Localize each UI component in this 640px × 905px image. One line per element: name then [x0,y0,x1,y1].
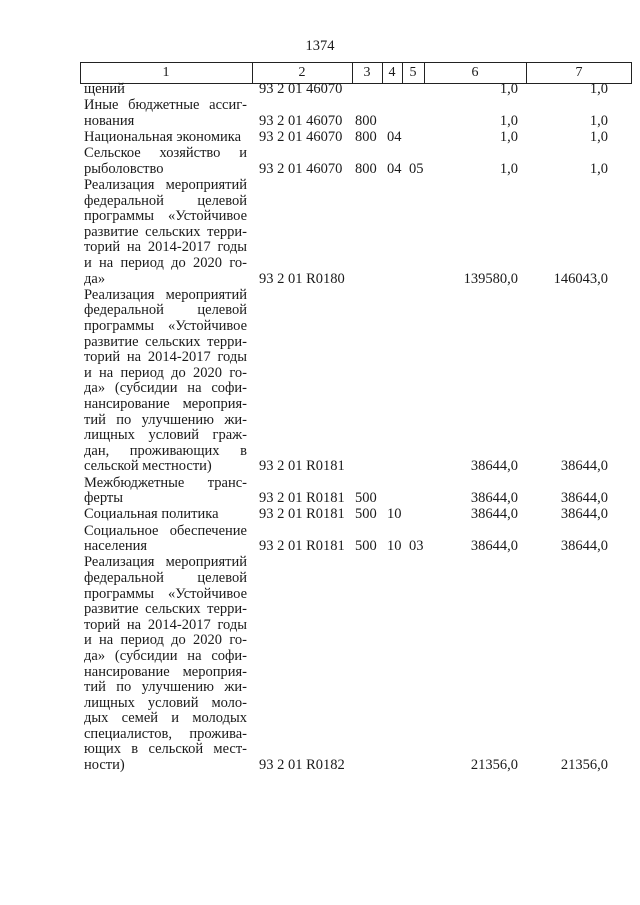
row-amount-col6: 38644,0 [470,458,518,475]
row-name-line: торий на 2014-2017 годы [84,349,247,366]
row-name-line: нования [84,112,135,129]
row-name-line: да» [84,270,106,287]
row-section: 04 [387,160,402,177]
row-amount-col7: 38644,0 [560,490,608,507]
row-name-line: развитие сельских терри- [84,223,247,240]
row-expense-type: 800 [355,128,377,145]
row-name-line: торий на 2014-2017 годы [84,616,247,633]
row-amount-col6: 1,0 [499,112,518,129]
row-amount-col7: 1,0 [589,112,608,129]
row-name-line: Социальное обеспечение [84,522,247,539]
row-amount-col6: 38644,0 [470,538,518,555]
row-section: 04 [387,128,402,145]
row-name-line: да» (субсидии на софи- [84,647,247,664]
row-name-line: да» (субсидии на софи- [84,380,247,397]
row-name [84,507,247,523]
row-name-line: Межбюджетные транс- [84,474,247,491]
table-row [0,507,640,523]
row-name-line: программы «Устойчивое [84,208,247,225]
row-amount-col6: 38644,0 [470,506,518,523]
row-name-line: щений [84,81,125,97]
row-name-line: торий на 2014-2017 годы [84,239,247,256]
row-name-line: дых семей и молодых [84,710,247,727]
row-name [84,178,247,287]
row-name-line: программы «Устойчивое [84,585,247,602]
row-name-line: Сельское хозяйство и [84,145,247,162]
row-expense-type: 500 [355,506,377,523]
row-name-line: рыболовство [84,160,164,177]
row-name [84,524,247,555]
row-amount-col6: 38644,0 [470,490,518,507]
header-col-3: 3 [363,65,371,80]
row-name-line: и на период до 2020 го- [84,364,247,381]
row-amount-col7: 38644,0 [560,506,608,523]
row-name-line: дан, проживающих в [84,442,247,459]
row-name-line: Иные бюджетные ассиг- [84,97,247,114]
row-amount-col6: 21356,0 [470,757,518,774]
header-col-1: 1 [162,65,170,80]
row-name-line: федеральной целевой [84,192,247,209]
row-expense-type: 800 [355,112,377,129]
table-row [0,288,640,476]
row-target-code: 93 2 01 R0181 [259,506,345,523]
row-amount-col6: 1,0 [499,81,518,97]
table-row [0,82,640,98]
header-col-6: 6 [471,65,479,80]
row-name-line: населения [84,538,148,555]
table-row [0,130,640,146]
header-col-5: 5 [409,65,417,80]
page-number: 1374 [305,38,335,54]
row-amount-col7: 1,0 [589,128,608,145]
row-name-line: ности) [84,757,125,774]
table-row [0,178,640,288]
table-row [0,555,640,774]
row-target-code: 93 2 01 R0181 [259,490,345,507]
header-col-4: 4 [388,65,396,80]
row-name-line: Национальная экономика [84,128,242,145]
table-row [0,524,640,556]
row-target-code: 93 2 01 R0181 [259,458,345,475]
row-expense-type: 500 [355,538,377,555]
row-name-line: сельской местности) [84,458,212,475]
row-amount-col6: 1,0 [499,160,518,177]
row-amount-col6: 1,0 [499,128,518,145]
row-name-line: Реализация мероприятий [84,554,247,571]
row-name-line: нансирование мероприя- [84,663,247,680]
row-name-line: развитие сельских терри- [84,333,247,350]
row-target-code: 93 2 01 46070 [259,112,343,129]
row-amount-col7: 1,0 [589,160,608,177]
row-name [84,555,247,773]
row-subsection: 03 [409,538,424,555]
row-name-line: лищных условий моло- [84,694,247,711]
row-target-code: 93 2 01 R0180 [259,270,345,287]
row-section: 10 [387,506,402,523]
row-name-line: и на период до 2020 го- [84,632,247,649]
table-header [80,62,632,84]
row-name-line: Реализация мероприятий [84,286,247,303]
row-name-line: федеральной целевой [84,569,247,586]
table-row [0,476,640,508]
row-name [84,476,247,507]
row-name-line: специалистов, прожива- [84,725,247,742]
row-name-line: Реализация мероприятий [84,176,247,193]
row-name-line: ферты [84,490,123,507]
row-amount-col7: 21356,0 [560,757,608,774]
row-name-line: нансирование мероприя- [84,395,247,412]
row-amount-col7: 38644,0 [560,458,608,475]
row-name-line: и на период до 2020 го- [84,254,247,271]
row-target-code: 93 2 01 46070 [259,128,343,145]
row-name-line: ющих в сельской мест- [84,741,247,758]
row-name [84,130,247,146]
table-row [0,98,640,130]
row-target-code: 93 2 01 46070 [259,160,343,177]
row-name-line: лищных условий граж- [84,427,247,444]
row-target-code: 93 2 01 R0182 [259,757,345,774]
row-name [84,82,247,98]
row-target-code: 93 2 01 46070 [259,81,343,97]
row-name-line: программы «Устойчивое [84,317,247,334]
row-amount-col7: 146043,0 [553,270,608,287]
header-col-2: 2 [298,65,306,80]
row-name [84,98,247,129]
row-name-line: Социальная политика [84,506,219,523]
row-name [84,288,247,475]
row-amount-col7: 1,0 [589,81,608,97]
table-body [0,82,640,774]
table-row [0,146,640,178]
row-name-line: тий по улучшению жи- [84,679,247,696]
row-name [84,146,247,177]
row-name-line: развитие сельских терри- [84,601,247,618]
row-amount-col7: 38644,0 [560,538,608,555]
row-target-code: 93 2 01 R0181 [259,538,345,555]
row-section: 10 [387,538,402,555]
header-col-7: 7 [575,65,583,80]
row-expense-type: 500 [355,490,377,507]
row-expense-type: 800 [355,160,377,177]
row-subsection: 05 [409,160,424,177]
row-amount-col6: 139580,0 [463,270,518,287]
row-name-line: тий по улучшению жи- [84,411,247,428]
row-name-line: федеральной целевой [84,302,247,319]
column-divider [631,63,632,83]
